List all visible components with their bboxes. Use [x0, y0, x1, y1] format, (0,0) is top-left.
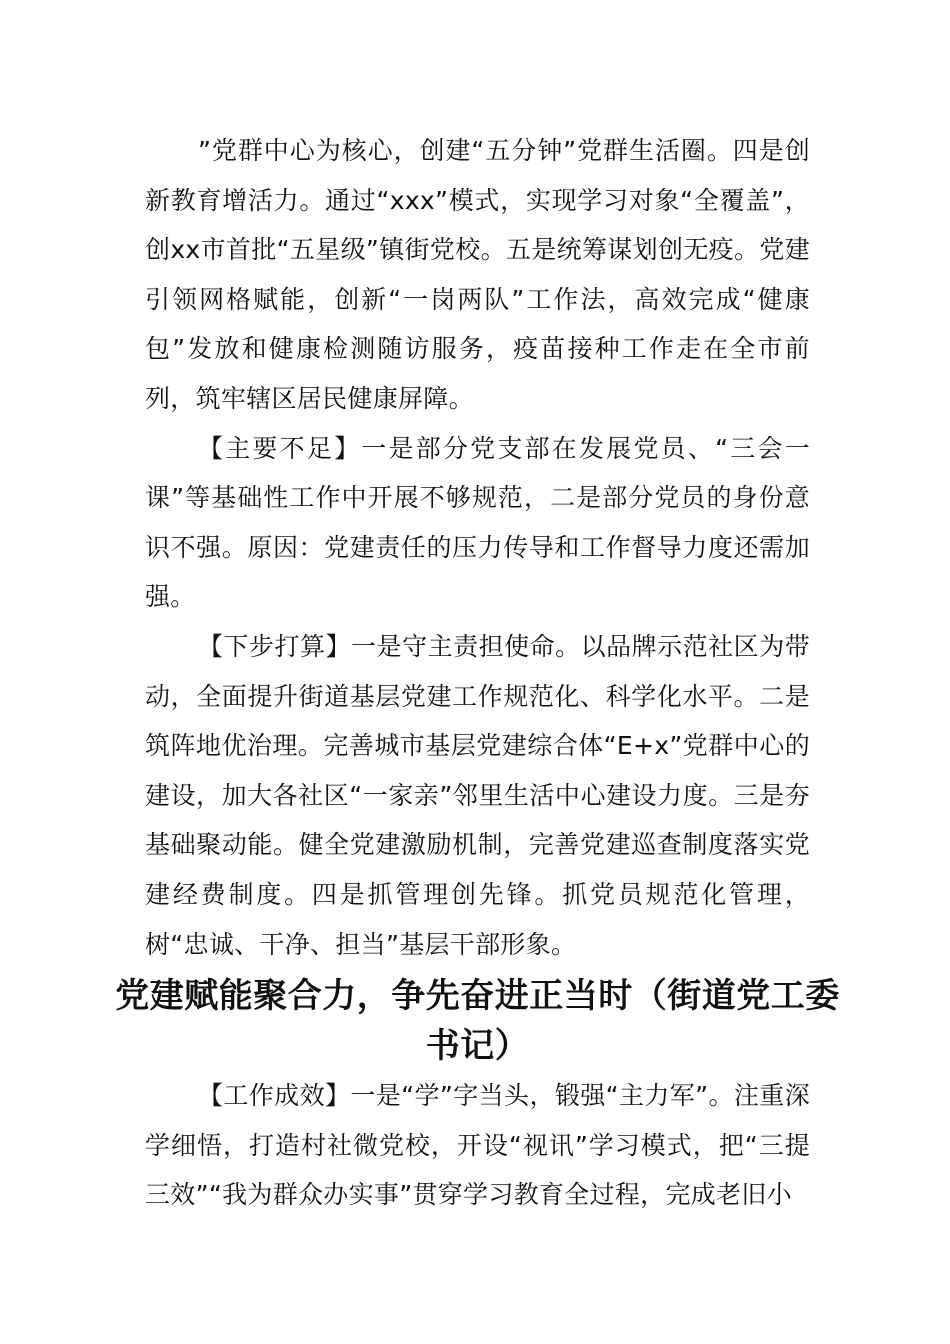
paragraph-work-results: 【工作成效】一是“学”字当头，锻强“主力军”。注重深学细悟，打造村社微党校，开设“视讯”学习模式，把“三提三效”“我为群众办实事”贯穿学习教育全过程，完成老旧小	[145, 1081, 810, 1210]
paragraph-shortcomings: 【主要不足】一是部分党支部在发展党员、“三会一课”等基础性工作中开展不够规范，二是部分党员的身份意识不强。原因：党建责任的压力传导和工作督导力度还需加强。	[145, 433, 810, 612]
paragraph-next-steps: 【下步打算】一是守主责担使命。以品牌示范社区为带动，全面提升街道基层党建工作规范化、科学化水平。二是筑阵地优治理。完善城市基层党建综合体“E+x”党群中心的建设，加大各社区“一家亲”邻里生活中心建设力度。三是夯基础聚动能。健全党建激励机制，完善党建巡查制度落实党建经费制度。四是抓管理创先锋。抓党员规范化管理，树“忠诚、干净、担当”基层干部形象。	[145, 631, 810, 959]
paragraph-continuation: ”党群中心为核心，创建“五分钟”党群生活圈。四是创新教育增活力。通过“xxx”模式，实现学习对象“全覆盖”，创xx市首批“五星级”镇街党校。五是统筹谋划创无疫。党建引领网格赋能，创新“一岗两队”工作法，高效完成“健康包”发放和健康检测随访服务，疫苗接种工作走在全市前列，筑牢辖区居民健康屏障。	[145, 136, 810, 413]
section-heading: 党建赋能聚合力，争先奋进正当时（街道党工委书记）	[115, 976, 840, 1067]
document-body	[115, 126, 840, 1220]
